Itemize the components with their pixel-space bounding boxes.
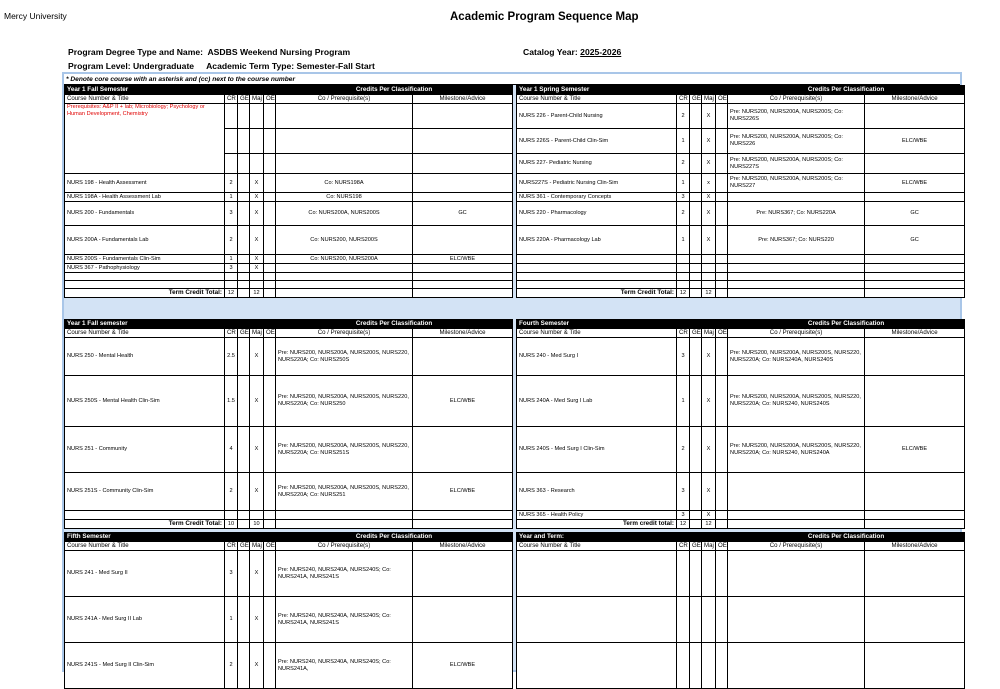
col-oe: OE — [716, 542, 728, 551]
course-coreq: Pre: NURS200, NURS200A, NURS200S, NURS220, NURS220A; Co: NURS251 — [276, 473, 413, 511]
course-coreq: Co: NURS200, NURS200A — [276, 255, 413, 264]
course-row — [65, 376, 513, 427]
course-cr: 2 — [677, 427, 690, 473]
semester-header — [517, 320, 965, 329]
course-coreq: Co: NURS200A, NURS200S — [276, 202, 413, 226]
course-cr: 3 — [225, 551, 238, 597]
course-coreq: Pre: NURS240, NURS240A, NURS240S; Co: NURS241A, NURS241S — [276, 551, 413, 597]
semester-panel-y1spring — [516, 85, 965, 298]
course-cr: 3 — [677, 473, 690, 511]
course-row — [517, 427, 965, 473]
course-row — [517, 129, 965, 154]
course-maj: X — [702, 338, 716, 376]
semester-title: Fifth Semester — [65, 533, 276, 542]
course-cr: 4 — [225, 427, 238, 473]
course-row — [517, 511, 965, 520]
col-ge: GE — [690, 95, 702, 104]
term-total-maj: 12 — [250, 289, 264, 298]
semester-title: Year and Term: — [517, 533, 728, 542]
semester-panel-year-term — [516, 532, 965, 689]
col-ms: Milestone/Advice — [865, 329, 965, 338]
course-milestone — [413, 264, 513, 273]
course-milestone — [865, 104, 965, 129]
course-cr: 3 — [677, 193, 690, 202]
course-row — [65, 338, 513, 376]
col-oe: OE — [716, 329, 728, 338]
col-course: Course Number & Title — [517, 329, 677, 338]
credits-header: Credits Per Classification — [276, 86, 513, 95]
course-cr: 2 — [677, 104, 690, 129]
term-total-cr: 10 — [225, 520, 238, 529]
col-cr: CR — [225, 542, 238, 551]
col-cr: CR — [677, 329, 690, 338]
col-course: Course Number & Title — [517, 542, 677, 551]
col-maj: Maj — [250, 329, 264, 338]
course-milestone: ELC/WBE — [865, 129, 965, 154]
course-maj: X — [702, 202, 716, 226]
level-value: Undergraduate — [132, 61, 195, 71]
semester-header — [65, 320, 513, 329]
semester-title: Year 1 Spring Semester — [517, 86, 728, 95]
col-cr: CR — [225, 329, 238, 338]
course-coreq: Pre: NURS200, NURS200A, NURS200S, NURS220, NURS220A; Co: NURS240, NURS240A — [728, 427, 865, 473]
course-title: NURS 363 - Research — [517, 473, 677, 511]
course-maj: X — [250, 202, 264, 226]
course-coreq: Pre: NURS200, NURS200A, NURS200S, NURS220, NURS220A; Co: NURS240A, NURS240S — [728, 338, 865, 376]
catalog-year — [523, 47, 621, 57]
level-label: Program Level: — [68, 61, 131, 71]
university-name: Mercy University — [4, 11, 67, 21]
sequence-map-frame — [62, 72, 962, 672]
col-ms: Milestone/Advice — [413, 542, 513, 551]
course-coreq — [728, 511, 865, 520]
column-header-row — [65, 542, 513, 551]
semester-panel-fifth — [64, 532, 513, 689]
catalog-value: 2025-2026 — [580, 47, 622, 57]
prereq-text: Prerequisites: A&P II + lab; Microbiology; Psychology or Human Development, Chemistry — [65, 104, 225, 174]
credits-header: Credits Per Classification — [276, 533, 513, 542]
course-coreq: Co: NURS200, NURS200S — [276, 226, 413, 255]
course-coreq — [728, 193, 865, 202]
col-maj: Maj — [702, 329, 716, 338]
col-course: Course Number & Title — [65, 329, 225, 338]
course-title: NURS227S - Pediatric Nursing Clin-Sim — [517, 174, 677, 193]
column-header-row — [65, 329, 513, 338]
course-cr: 1 — [225, 597, 238, 643]
term-total-label: Term Credit Total: — [517, 289, 677, 298]
course-milestone — [865, 473, 965, 511]
credits-header: Credits Per Classification — [276, 320, 513, 329]
col-co: Co / Prerequisite(s) — [276, 95, 413, 104]
course-cr: 3 — [677, 338, 690, 376]
term-total-cr: 12 — [677, 520, 690, 529]
course-title: NURS 241A - Med Surg II Lab — [65, 597, 225, 643]
course-row — [517, 226, 965, 255]
course-coreq — [276, 264, 413, 273]
col-ge: GE — [238, 542, 250, 551]
column-header-row — [517, 542, 965, 551]
course-cr: 1.5 — [225, 376, 238, 427]
course-title: NURS 240 - Med Surg I — [517, 338, 677, 376]
col-ms: Milestone/Advice — [413, 95, 513, 104]
course-row — [65, 473, 513, 511]
course-row — [65, 597, 513, 643]
course-row — [65, 174, 513, 193]
course-cr: 2 — [225, 226, 238, 255]
course-maj: X — [250, 338, 264, 376]
course-milestone — [865, 193, 965, 202]
course-cr: 3 — [225, 264, 238, 273]
course-cr: 2 — [225, 174, 238, 193]
course-maj: X — [250, 174, 264, 193]
course-cr: 1 — [677, 129, 690, 154]
column-header-row — [517, 329, 965, 338]
catalog-label: Catalog Year: — [523, 47, 578, 57]
course-row — [65, 551, 513, 597]
degree-value: ASDBS Weekend Nursing Program — [207, 47, 351, 57]
course-cr: 2.5 — [225, 338, 238, 376]
course-cr: 1 — [677, 376, 690, 427]
course-maj: X — [250, 376, 264, 427]
course-row — [65, 202, 513, 226]
course-maj: X — [702, 104, 716, 129]
course-row — [517, 154, 965, 174]
course-title: NURS 250S - Mental Health Clin-Sim — [65, 376, 225, 427]
course-coreq: Pre: NURS367; Co: NURS220A — [728, 202, 865, 226]
course-title: NURS 241 - Med Surg II — [65, 551, 225, 597]
course-milestone: ELC/WBE — [413, 255, 513, 264]
term-total-row — [517, 520, 965, 529]
course-title: NURS 226 - Parent-Child Nursing — [517, 104, 677, 129]
col-maj: Maj — [702, 542, 716, 551]
course-maj: X — [702, 154, 716, 174]
course-milestone — [413, 338, 513, 376]
course-row — [517, 104, 965, 129]
term-total-maj: 12 — [702, 289, 716, 298]
program-degree — [68, 47, 350, 57]
course-row — [65, 643, 513, 689]
col-ms: Milestone/Advice — [865, 542, 965, 551]
semester-panel-y1fall — [64, 85, 513, 298]
prereq-row — [65, 104, 513, 129]
col-cr: CR — [677, 95, 690, 104]
course-title: NURS 220 - Pharmacology — [517, 202, 677, 226]
col-course: Course Number & Title — [65, 95, 225, 104]
col-ge: GE — [690, 329, 702, 338]
semester-panel-y1fall-second — [64, 319, 513, 529]
course-cr: 2 — [225, 643, 238, 689]
course-title: NURS 240A - Med Surg I Lab — [517, 376, 677, 427]
course-maj: X — [702, 473, 716, 511]
term-total-maj: 10 — [250, 520, 264, 529]
semester-header — [517, 533, 965, 542]
semester-header — [65, 86, 513, 95]
course-cr: 2 — [225, 473, 238, 511]
col-ge: GE — [690, 542, 702, 551]
term-total-cr: 12 — [225, 289, 238, 298]
col-ge: GE — [238, 95, 250, 104]
course-title: NURS 198 - Health Assessment — [65, 174, 225, 193]
col-maj: Maj — [250, 542, 264, 551]
course-coreq: Pre: NURS200, NURS200A, NURS200S; Co: NURS226 — [728, 129, 865, 154]
credits-header: Credits Per Classification — [728, 533, 965, 542]
core-course-note: * Denote core course with an asterisk and (cc) next to the course number — [64, 74, 960, 85]
semester-panel-fourth — [516, 319, 965, 529]
semester-header — [517, 86, 965, 95]
course-milestone: ELC/WBE — [413, 643, 513, 689]
course-milestone: GC — [865, 202, 965, 226]
course-milestone: ELC/WBE — [865, 174, 965, 193]
term-total-row — [65, 520, 513, 529]
course-maj: X — [250, 427, 264, 473]
course-row — [517, 338, 965, 376]
course-milestone — [413, 193, 513, 202]
col-course: Course Number & Title — [517, 95, 677, 104]
course-coreq: Co: NURS198A — [276, 174, 413, 193]
course-coreq: Co: NURS198 — [276, 193, 413, 202]
course-row — [517, 202, 965, 226]
course-row — [65, 255, 513, 264]
course-coreq: Pre: NURS240, NURS240A, NURS240S; Co: NURS241A, NURS241S — [276, 597, 413, 643]
term-total-label: Term credit total: — [517, 520, 677, 529]
course-row — [517, 376, 965, 427]
course-maj: X — [250, 226, 264, 255]
col-co: Co / Prerequisite(s) — [728, 329, 865, 338]
credits-header: Credits Per Classification — [728, 320, 965, 329]
course-cr: 3 — [677, 511, 690, 520]
course-milestone — [865, 338, 965, 376]
col-co: Co / Prerequisite(s) — [276, 542, 413, 551]
course-milestone — [413, 597, 513, 643]
course-maj: X — [250, 643, 264, 689]
course-maj: X — [250, 473, 264, 511]
term-total-maj: 12 — [702, 520, 716, 529]
course-coreq: Pre: NURS200, NURS200A, NURS200S; Co: NURS226S — [728, 104, 865, 129]
course-cr: 2 — [677, 154, 690, 174]
course-title: NURS 200S - Fundamentals Clin-Sim — [65, 255, 225, 264]
course-coreq: Pre: NURS240, NURS240A, NURS240S; Co: NURS241A, — [276, 643, 413, 689]
col-cr: CR — [677, 542, 690, 551]
course-milestone — [413, 226, 513, 255]
course-maj: X — [702, 226, 716, 255]
course-coreq: Pre: NURS367; Co: NURS220 — [728, 226, 865, 255]
col-ge: GE — [238, 329, 250, 338]
course-title: NURS 227- Pediatric Nursing — [517, 154, 677, 174]
semester-title: Fourth Semester — [517, 320, 728, 329]
col-co: Co / Prerequisite(s) — [728, 95, 865, 104]
course-title: NURS 251S - Community Clin-Sim — [65, 473, 225, 511]
course-row — [517, 193, 965, 202]
col-co: Co / Prerequisite(s) — [728, 542, 865, 551]
course-cr: 2 — [677, 202, 690, 226]
credits-header: Credits Per Classification — [728, 86, 965, 95]
course-title: NURS 200 - Fundamentals — [65, 202, 225, 226]
course-cr: 1 — [225, 193, 238, 202]
course-coreq: Pre: NURS200, NURS200A, NURS200S, NURS220, NURS220A; Co: NURS250 — [276, 376, 413, 427]
col-ms: Milestone/Advice — [865, 95, 965, 104]
term-total-row — [65, 289, 513, 298]
course-cr: 1 — [677, 226, 690, 255]
course-cr: 3 — [225, 202, 238, 226]
course-row — [65, 427, 513, 473]
course-milestone: ELC/WBE — [413, 473, 513, 511]
course-milestone — [413, 174, 513, 193]
col-oe: OE — [264, 95, 276, 104]
col-cr: CR — [225, 95, 238, 104]
course-row — [65, 264, 513, 273]
course-maj: X — [250, 193, 264, 202]
term-total-cr: 12 — [677, 289, 690, 298]
course-title: NURS 365 - Health Policy — [517, 511, 677, 520]
column-header-row — [517, 95, 965, 104]
col-co: Co / Prerequisite(s) — [276, 329, 413, 338]
course-milestone — [865, 376, 965, 427]
course-maj: X — [250, 597, 264, 643]
col-maj: Maj — [702, 95, 716, 104]
course-coreq: Pre: NURS200, NURS200A, NURS200S; Co: NURS227S — [728, 154, 865, 174]
course-maj: X — [702, 193, 716, 202]
course-title: NURS 226S - Parent-Child Clin-Sim — [517, 129, 677, 154]
course-cr: 1 — [225, 255, 238, 264]
col-maj: Maj — [250, 95, 264, 104]
term-total-row — [517, 289, 965, 298]
course-milestone — [865, 154, 965, 174]
col-oe: OE — [716, 95, 728, 104]
course-maj: X — [702, 129, 716, 154]
course-row — [65, 226, 513, 255]
course-maj: X — [702, 511, 716, 520]
course-maj: X — [702, 427, 716, 473]
term-type: Academic Term Type: Semester-Fall Start — [206, 61, 375, 71]
semester-title: Year 1 Fall semester — [65, 320, 276, 329]
col-course: Course Number & Title — [65, 542, 225, 551]
course-milestone: ELC/WBE — [865, 427, 965, 473]
course-title: NURS 250 - Mental Health — [65, 338, 225, 376]
course-row — [517, 473, 965, 511]
column-header-row — [65, 95, 513, 104]
program-level — [68, 61, 375, 71]
course-row — [65, 193, 513, 202]
course-milestone: ELC/WBE — [413, 376, 513, 427]
course-title: NURS 220A - Pharmacology Lab — [517, 226, 677, 255]
col-oe: OE — [264, 329, 276, 338]
course-coreq: Pre: NURS200, NURS200A, NURS200S, NURS220, NURS220A; Co: NURS251S — [276, 427, 413, 473]
course-coreq: Pre: NURS200, NURS200A, NURS200S, NURS220, NURS220A; Co: NURS250S — [276, 338, 413, 376]
course-title: NURS 240S - Med Surg I Clin-Sim — [517, 427, 677, 473]
course-maj: X — [250, 255, 264, 264]
document-title: Academic Program Sequence Map — [450, 11, 639, 23]
course-milestone: GC — [413, 202, 513, 226]
term-total-label: Term Credit Total: — [65, 289, 225, 298]
col-oe: OE — [264, 542, 276, 551]
course-milestone — [413, 551, 513, 597]
course-maj: X — [250, 551, 264, 597]
course-milestone: GC — [865, 226, 965, 255]
course-maj: x — [702, 174, 716, 193]
course-title: NURS 241S - Med Surg II Clin-Sim — [65, 643, 225, 689]
semester-header — [65, 533, 513, 542]
course-cr: 1 — [677, 174, 690, 193]
col-ms: Milestone/Advice — [413, 329, 513, 338]
course-coreq — [728, 473, 865, 511]
course-title: NURS 367 - Pathophysiology — [65, 264, 225, 273]
course-title: NURS 251 - Community — [65, 427, 225, 473]
semester-title: Year 1 Fall Semester — [65, 86, 276, 95]
level-text — [68, 61, 204, 71]
course-title: NURS 361 - Contemporary Concepts — [517, 193, 677, 202]
course-coreq: Pre: NURS200, NURS200A, NURS200S; Co: NURS227 — [728, 174, 865, 193]
course-maj: X — [702, 376, 716, 427]
degree-label: Program Degree Type and Name: — [68, 47, 203, 57]
course-maj: X — [250, 264, 264, 273]
course-milestone — [413, 427, 513, 473]
term-total-label: Term Credit Total: — [65, 520, 225, 529]
course-milestone — [865, 511, 965, 520]
course-title: NURS 200A - Fundamentals Lab — [65, 226, 225, 255]
course-coreq: Pre: NURS200, NURS200A, NURS200S, NURS220, NURS220A; Co: NURS240, NURS240S — [728, 376, 865, 427]
course-row — [517, 174, 965, 193]
course-title: NURS 198A - Health Assessment Lab — [65, 193, 225, 202]
